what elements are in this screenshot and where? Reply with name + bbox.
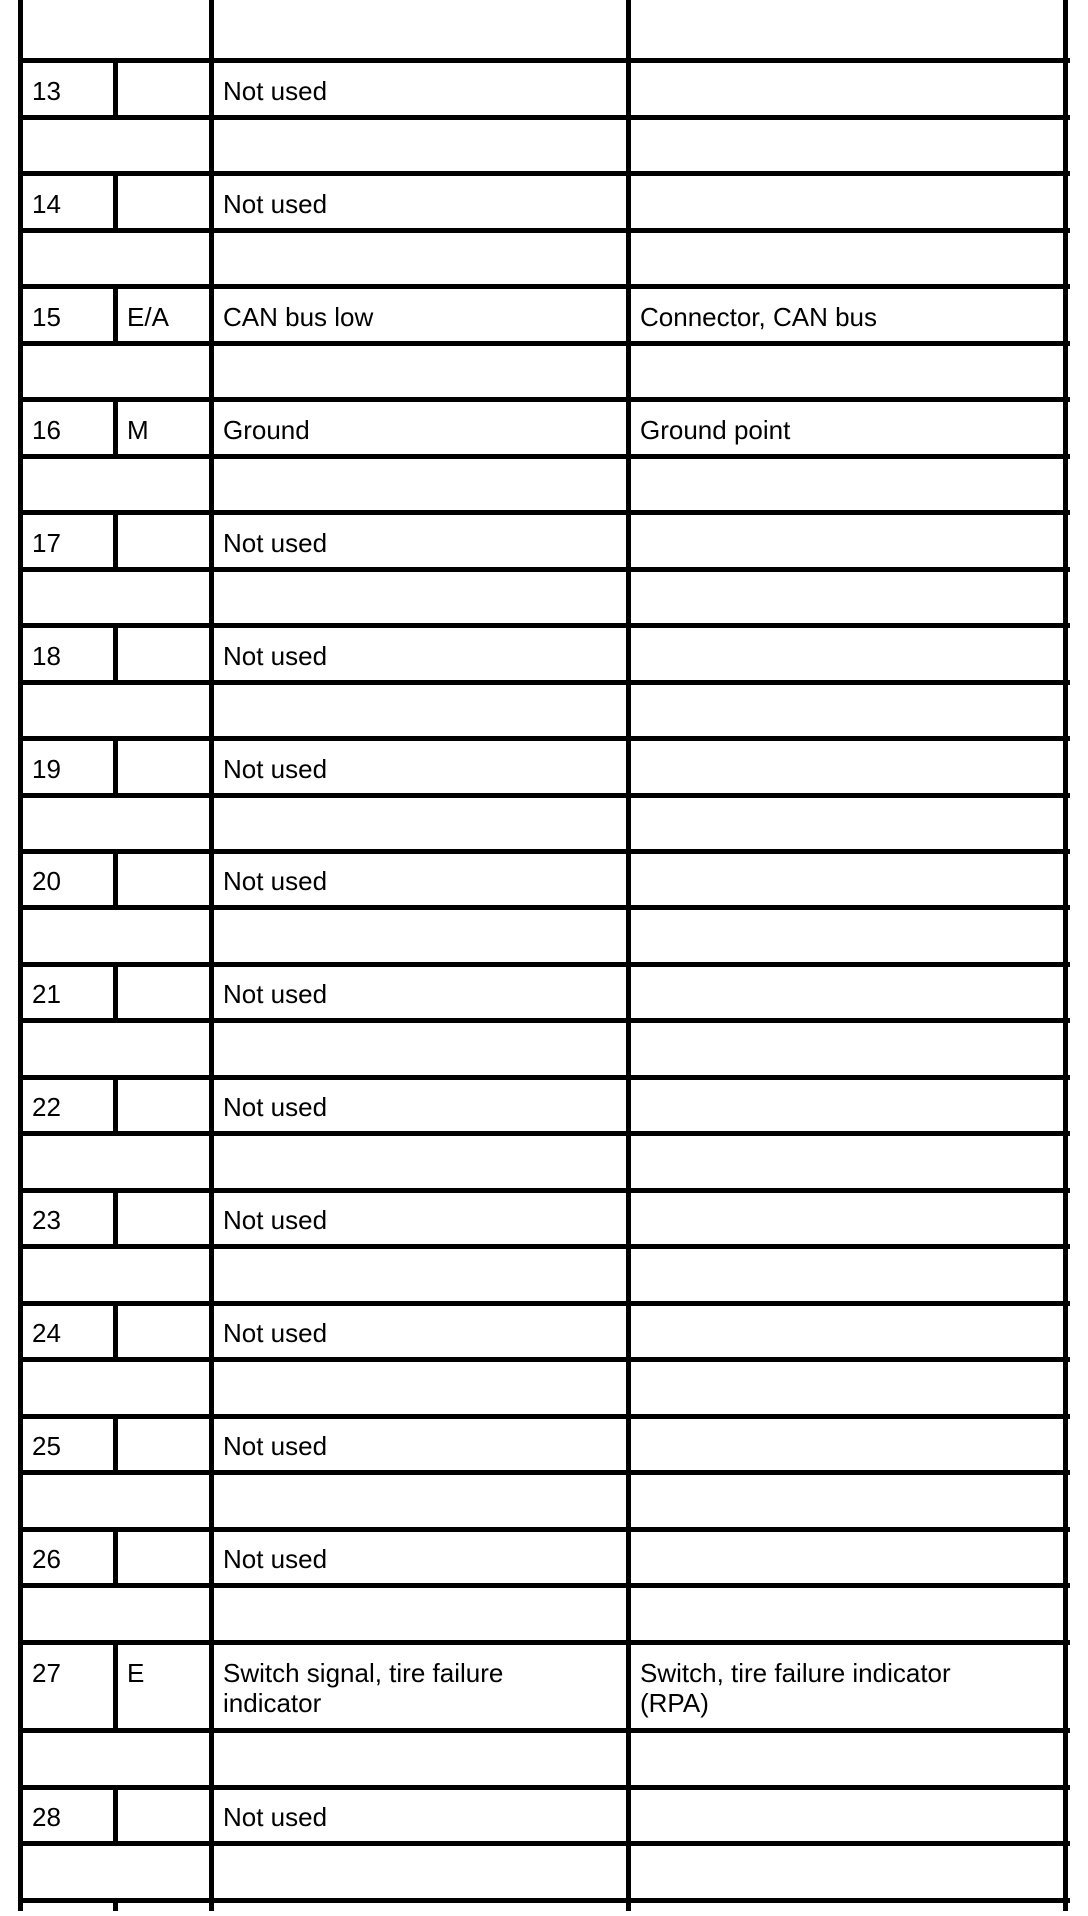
table-row-divider bbox=[20, 905, 1070, 910]
component-cell: Ground point bbox=[640, 414, 791, 445]
table-row-divider bbox=[20, 510, 1070, 515]
pin-type-divider bbox=[113, 1416, 118, 1472]
pin-number-cell: 23 bbox=[32, 1205, 61, 1235]
pin-number-cell: 28 bbox=[32, 1802, 61, 1832]
table-row-divider bbox=[20, 58, 1070, 63]
pin-type-divider bbox=[113, 60, 118, 117]
pin-type-divider bbox=[113, 1642, 118, 1730]
table-row-divider bbox=[20, 171, 1070, 176]
table-row-divider bbox=[20, 1470, 1070, 1475]
table-row-divider bbox=[20, 1301, 1070, 1306]
description-cell: Not used bbox=[223, 1205, 328, 1235]
pin-number-cell: 15 bbox=[32, 301, 61, 332]
description-cell: Not used bbox=[223, 979, 328, 1009]
description-cell: Not used bbox=[223, 1318, 328, 1348]
pin-type-divider bbox=[113, 1303, 118, 1359]
description-cell: Not used bbox=[223, 753, 328, 784]
signal-type-cell: E bbox=[127, 1658, 145, 1688]
pin-type-divider bbox=[113, 173, 118, 230]
signal-type-cell: M bbox=[127, 414, 149, 445]
pin-number-cell: 21 bbox=[32, 979, 61, 1009]
description-cell: Switch signal, tire failure indicator bbox=[223, 1658, 504, 1718]
table-row-divider bbox=[20, 1583, 1070, 1588]
pin-number-cell: 26 bbox=[32, 1544, 61, 1574]
pin-type-divider bbox=[113, 1190, 118, 1246]
table-row-divider bbox=[20, 1357, 1070, 1362]
pin-type-divider bbox=[113, 512, 118, 569]
pin-number-cell: 24 bbox=[32, 1318, 61, 1348]
description-cell: Not used bbox=[223, 1431, 328, 1461]
description-cell: Not used bbox=[223, 1544, 328, 1574]
pin-number-cell: 27 bbox=[32, 1658, 61, 1688]
description-cell: Not used bbox=[223, 640, 328, 671]
description-cell: Not used bbox=[223, 75, 328, 106]
table-row-divider bbox=[20, 1640, 1070, 1645]
pin-type-divider bbox=[113, 851, 118, 907]
pin-type-divider bbox=[113, 1077, 118, 1133]
description-cell: Not used bbox=[223, 866, 328, 896]
table-row-divider bbox=[20, 1898, 1070, 1903]
pin-number-cell: 22 bbox=[32, 1092, 61, 1122]
description-cell: Ground bbox=[223, 414, 310, 445]
pin-number-cell: 14 bbox=[32, 188, 61, 219]
table-row-divider bbox=[20, 341, 1070, 346]
pin-type-divider bbox=[113, 1787, 118, 1843]
table-row-divider bbox=[20, 454, 1070, 459]
pin-number-cell: 19 bbox=[32, 753, 61, 784]
pin-number-cell: 25 bbox=[32, 1431, 61, 1461]
table-row-divider bbox=[20, 1131, 1070, 1136]
table-row-divider bbox=[20, 1728, 1070, 1733]
pin-number-cell: 20 bbox=[32, 866, 61, 896]
table-row-divider bbox=[20, 849, 1070, 854]
table-row-divider bbox=[20, 736, 1070, 741]
description-cell: Not used bbox=[223, 188, 328, 219]
description-cell: CAN bus low bbox=[223, 301, 374, 332]
table-row-divider bbox=[20, 1414, 1070, 1419]
description-cell: Not used bbox=[223, 527, 328, 558]
table-row-divider bbox=[20, 1075, 1070, 1080]
description-cell: Not used bbox=[223, 1092, 328, 1122]
pin-number-cell: 17 bbox=[32, 527, 61, 558]
pin-type-divider bbox=[113, 738, 118, 795]
table-row-divider bbox=[20, 284, 1070, 289]
table-row-divider bbox=[20, 962, 1070, 967]
table-row-divider bbox=[20, 1841, 1070, 1846]
pin-type-divider bbox=[113, 399, 118, 456]
table-row-divider bbox=[20, 1188, 1070, 1193]
component-cell: Switch, tire failure indicator (RPA) bbox=[640, 1658, 951, 1718]
table-row-divider bbox=[20, 680, 1070, 685]
pin-number-cell: 18 bbox=[32, 640, 61, 671]
pin-type-divider bbox=[113, 286, 118, 343]
component-cell: Connector, CAN bus bbox=[640, 301, 878, 332]
description-cell: Not used bbox=[223, 1802, 328, 1832]
pin-type-divider bbox=[113, 1900, 118, 1911]
table-row-divider bbox=[20, 228, 1070, 233]
pin-number-cell: 13 bbox=[32, 75, 61, 106]
table-row-divider bbox=[20, 1018, 1070, 1023]
table-row-divider bbox=[20, 623, 1070, 628]
table-row-divider bbox=[20, 1785, 1070, 1790]
table-row-divider bbox=[20, 397, 1070, 402]
pin-type-divider bbox=[113, 625, 118, 682]
table-row-divider bbox=[20, 1244, 1070, 1249]
pin-type-divider bbox=[113, 964, 118, 1020]
signal-type-cell: E/A bbox=[127, 301, 169, 332]
table-row-divider bbox=[20, 793, 1070, 798]
table-row-divider bbox=[20, 1527, 1070, 1532]
pin-type-divider bbox=[113, 1529, 118, 1585]
table-row-divider bbox=[20, 567, 1070, 572]
table-row-divider bbox=[20, 115, 1070, 120]
pin-number-cell: 16 bbox=[32, 414, 61, 445]
